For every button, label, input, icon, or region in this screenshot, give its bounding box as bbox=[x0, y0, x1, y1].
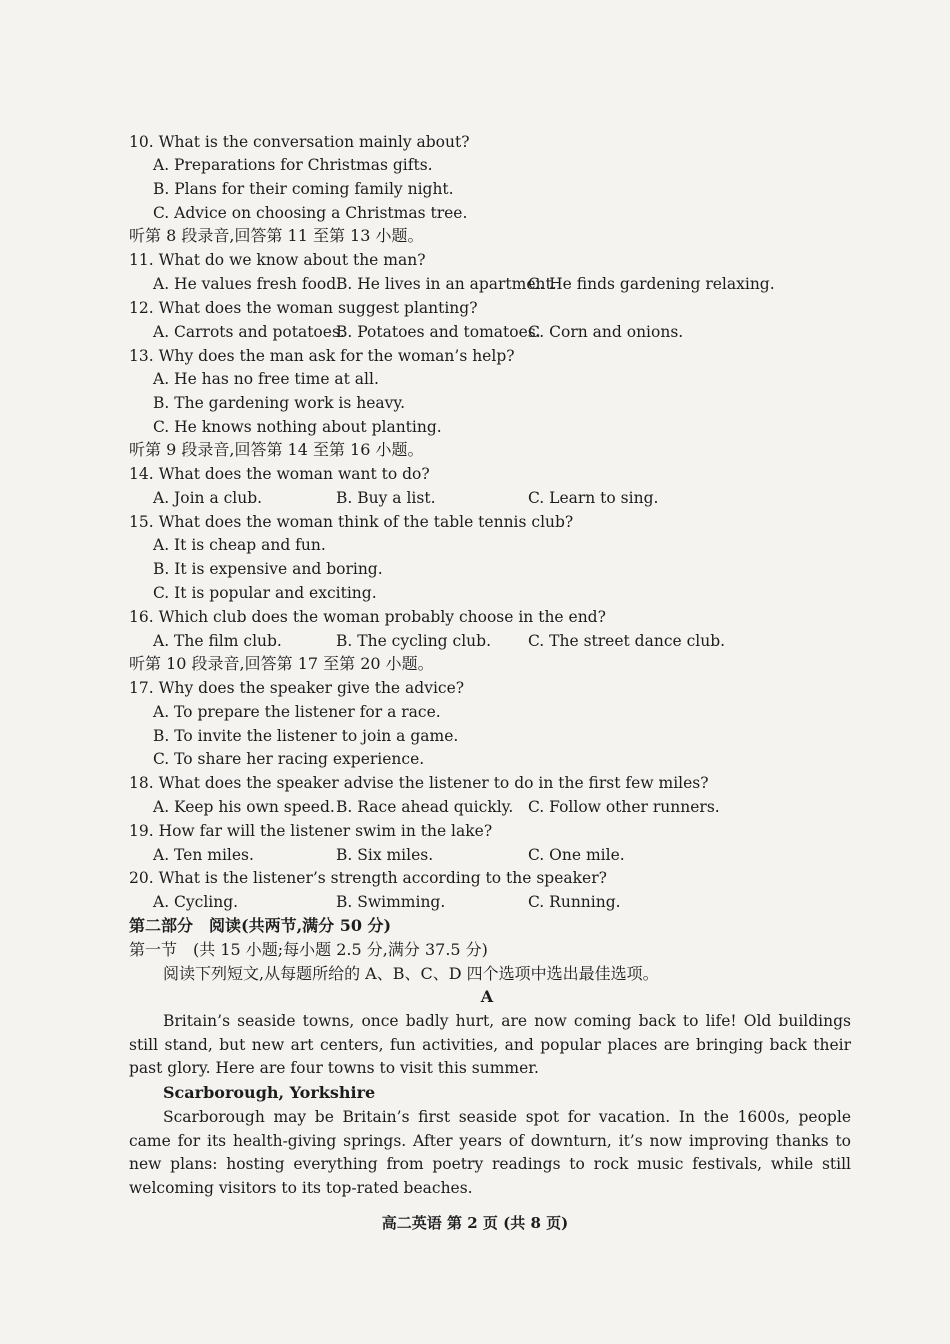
question-13-option-b: B. The gardening work is heavy. bbox=[153, 394, 406, 412]
question-10-option-a: A. Preparations for Christmas gifts. bbox=[153, 156, 433, 174]
question-19-option-b: B. Six miles. bbox=[336, 846, 434, 864]
passage-label: A bbox=[480, 987, 494, 1006]
question-12-option-a: A. Carrots and potatoes. bbox=[153, 323, 345, 341]
question-12-option-b: B. Potatoes and tomatoes. bbox=[336, 323, 541, 341]
question-18-option-b: B. Race ahead quickly. bbox=[336, 798, 514, 816]
question-16-option-c: C. The street dance club. bbox=[528, 632, 726, 650]
question-18-stem: 18. What does the speaker advise the listener to do in the first few miles? bbox=[129, 774, 709, 792]
section-1-title: 第一节 (共 15 小题;每小题 2.5 分,满分 37.5 分) bbox=[129, 940, 488, 959]
question-15-option-c: C. It is popular and exciting. bbox=[153, 584, 377, 602]
passage-scarborough-paragraph: Scarborough may be Britain’s first seaside spot for vacation. In the 1600s, people came for its health-giving springs. After years of downturn, it’s now improving thanks to new plans: hosting everything from poetry readings to rock music festivals, while still welcoming visitors to its top-rated beaches. bbox=[129, 1108, 851, 1198]
question-14-stem: 14. What does the woman want to do? bbox=[129, 465, 430, 483]
passage-sub-heading: Scarborough, Yorkshire bbox=[163, 1083, 376, 1102]
question-17-option-b: B. To invite the listener to join a game. bbox=[153, 727, 459, 745]
question-10-option-c: C. Advice on choosing a Christmas tree. bbox=[153, 204, 468, 222]
question-18-option-a: A. Keep his own speed. bbox=[153, 798, 335, 816]
question-20-option-c: C. Running. bbox=[528, 893, 621, 911]
question-20-option-b: B. Swimming. bbox=[336, 893, 446, 911]
question-18-option-c: C. Follow other runners. bbox=[528, 798, 720, 816]
question-17-stem: 17. Why does the speaker give the advice? bbox=[129, 679, 465, 697]
question-11-option-a: A. He values fresh food. bbox=[153, 275, 342, 293]
question-17-option-a: A. To prepare the listener for a race. bbox=[153, 703, 441, 721]
question-16-stem: 16. Which club does the woman probably choose in the end? bbox=[129, 608, 606, 626]
question-11-stem: 11. What do we know about the man? bbox=[129, 251, 426, 269]
question-10-stem: 10. What is the conversation mainly about? bbox=[129, 133, 470, 151]
question-20-option-a: A. Cycling. bbox=[153, 893, 239, 911]
question-14-option-b: B. Buy a list. bbox=[336, 489, 436, 507]
question-16-option-b: B. The cycling club. bbox=[336, 632, 491, 650]
question-13-option-c: C. He knows nothing about planting. bbox=[153, 418, 442, 436]
question-16-option-a: A. The film club. bbox=[153, 632, 282, 650]
question-19-stem: 19. How far will the listener swim in the lake? bbox=[129, 822, 493, 840]
question-17-option-c: C. To share her racing experience. bbox=[153, 750, 425, 768]
question-15-stem: 15. What does the woman think of the table tennis club? bbox=[129, 513, 574, 531]
section-8-instruction: 听第 8 段录音,回答第 11 至第 13 小题。 bbox=[129, 226, 424, 245]
question-10-option-b: B. Plans for their coming family night. bbox=[153, 180, 454, 198]
passage-intro-paragraph: Britain’s seaside towns, once badly hurt, are now coming back to life! Old buildings still stand, but new art centers, fun activities, and popular places are bringing back their past glory. Here are four towns to visit this summer. bbox=[129, 1012, 851, 1078]
part-2-title: 第二部分 阅读(共两节,满分 50 分) bbox=[129, 916, 392, 935]
question-15-option-b: B. It is expensive and boring. bbox=[153, 560, 383, 578]
question-15-option-a: A. It is cheap and fun. bbox=[153, 536, 326, 554]
question-13-stem: 13. Why does the man ask for the woman’s help? bbox=[129, 347, 515, 365]
question-14-option-c: C. Learn to sing. bbox=[528, 489, 659, 507]
page-footer: 高二英语 第 2 页 (共 8 页) bbox=[381, 1214, 569, 1232]
question-14-option-a: A. Join a club. bbox=[153, 489, 263, 507]
question-12-stem: 12. What does the woman suggest planting? bbox=[129, 299, 478, 317]
section-9-instruction: 听第 9 段录音,回答第 14 至第 16 小题。 bbox=[129, 440, 424, 459]
question-19-option-a: A. Ten miles. bbox=[153, 846, 254, 864]
question-11-option-b: B. He lives in an apartment. bbox=[336, 275, 557, 293]
question-12-option-c: C. Corn and onions. bbox=[528, 323, 684, 341]
section-10-instruction: 听第 10 段录音,回答第 17 至第 20 小题。 bbox=[129, 654, 434, 673]
question-11-option-c: C. He finds gardening relaxing. bbox=[528, 275, 775, 293]
question-20-stem: 20. What is the listener’s strength according to the speaker? bbox=[129, 869, 607, 887]
question-19-option-c: C. One mile. bbox=[528, 846, 625, 864]
question-13-option-a: A. He has no free time at all. bbox=[153, 370, 379, 388]
reading-instructions: 阅读下列短文,从每题所给的 A、B、C、D 四个选项中选出最佳选项。 bbox=[163, 964, 659, 983]
